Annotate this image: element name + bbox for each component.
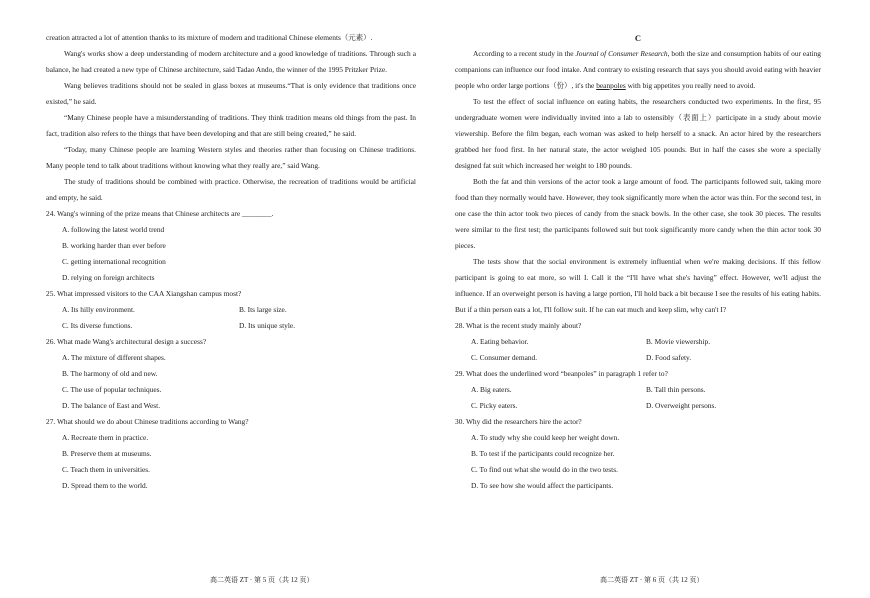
page-footer-right: 高二英语 ZT · 第 6 页（共 12 页） — [600, 576, 704, 584]
passage-c-text — [455, 94, 821, 318]
answer-option: C. To find out what she would do in the two tests. — [471, 465, 618, 474]
answer-option: A. Eating behavior. — [471, 337, 529, 346]
passage-b-text — [46, 30, 416, 206]
question-stem: 27. What should we do about Chinese traditions according to Wang? — [46, 417, 249, 426]
question-stem: 26. What made Wang's architectural design a success? — [46, 337, 207, 346]
option-row — [62, 302, 416, 318]
answer-option: C. Its diverse functions. — [62, 321, 133, 330]
answer-option: C. Picky eaters. — [471, 401, 518, 410]
answer-option: B. Tall thin persons. — [646, 385, 706, 394]
answer-option: B. working harder than ever before — [62, 241, 166, 250]
left-questions — [46, 206, 416, 494]
answer-option: A. Its hilly environment. — [62, 305, 135, 314]
answer-option: D. Its unique style. — [239, 321, 296, 330]
answer-option: A. Big eaters. — [471, 385, 512, 394]
option-row — [471, 350, 821, 366]
text-span: According to a recent study in the — [473, 49, 576, 58]
answer-option: D. Spread them to the world. — [62, 481, 148, 490]
paragraph: The study of traditions should be combined with practice. Otherwise, the recreation of traditions would be artificial and empty, he said. — [46, 177, 416, 202]
right-questions — [455, 318, 821, 494]
answer-option: B. Movie viewership. — [646, 337, 711, 346]
option-row — [471, 382, 821, 398]
question-stem: 25. What impressed visitors to the CAA Xiangshan campus most? — [46, 289, 242, 298]
option-row — [471, 334, 821, 350]
question-stem: 24. Wang's winning of the prize means that Chinese architects are ________. — [46, 209, 274, 218]
answer-option: A. The mixture of different shapes. — [62, 353, 166, 362]
answer-option: C. The use of popular techniques. — [62, 385, 162, 394]
page-footer-left: 高二英语 ZT · 第 5 页（共 12 页） — [210, 576, 314, 584]
answer-option: B. Preserve them at museums. — [62, 449, 152, 458]
question-stem: 28. What is the recent study mainly about? — [455, 321, 582, 330]
answer-option: B. To test if the participants could recognize her. — [471, 449, 615, 458]
answer-option: D. To see how she would affect the participants. — [471, 481, 614, 490]
paragraph: Both the fat and thin versions of the actor took a large amount of food. The participants followed suit, taking more food than they normally would have. However, they took significantly more when the actor was thin. For the second test, in one case the thin actor took two pieces of candy from the snack bowls. In the other case, she took 30 pieces. The results were similar to the first test; the participants followed suit but took significantly more candy when the thin actor took 30 pieces. — [455, 177, 821, 250]
answer-option: A. Recreate them in practice. — [62, 433, 149, 442]
answer-option: D. The balance of East and West. — [62, 401, 161, 410]
option-row — [62, 318, 416, 334]
option-row — [471, 398, 821, 414]
question-stem: 30. Why did the researchers hire the actor? — [455, 417, 582, 426]
text-span: with big appetites you really need to avoid. — [625, 81, 756, 90]
answer-option: B. The harmony of old and new. — [62, 369, 158, 378]
question-stem: 29. What does the underlined word “beanpoles” in paragraph 1 refer to? — [455, 369, 668, 378]
left-column — [46, 30, 416, 494]
answer-option: A. To study why she could keep her weight down. — [471, 433, 620, 442]
answer-option: B. Its large size. — [239, 305, 287, 314]
paragraph: Wang believes traditions should not be sealed in glass boxes at museums.“That is only evidence that traditions once existed,” he said. — [46, 81, 416, 106]
paragraph: To test the effect of social influence on eating habits, the researchers conducted two experiments. In the first, 95 undergraduate women were individually invited into a lab to ostensibly（表面上）participate in a study about movie viewership. Before the film began, each woman was asked to help herself to a snack. An actor hired by the researchers grabbed her food first. In her natural state, the actor weighed 105 pounds. But in half the cases she wore a specially designed fat suit which increased her weight to 180 pounds. — [455, 97, 821, 170]
answer-option: C. Teach them in universities. — [62, 465, 151, 474]
answer-option: D. Overweight persons. — [646, 401, 717, 410]
answer-option: C. Consumer demand. — [471, 353, 538, 362]
section-title: C — [634, 33, 642, 43]
passage-c-paragraph — [455, 46, 821, 94]
answer-option: C. getting international recognition — [62, 257, 166, 266]
paragraph: “Many Chinese people have a misunderstanding of traditions. They think tradition means old things from the past. In fact, tradition also refers to the things that have been developing and that are still being created,” he said. — [46, 113, 416, 138]
underlined-word: beanpoles — [596, 81, 626, 90]
right-column — [455, 30, 821, 494]
answer-option: A. following the latest world trend — [62, 225, 165, 234]
paragraph: “Today, many Chinese people are learning Western styles and theories rather than focusing on Chinese traditions. Many people tend to talk about traditions without knowing what they really are,” said Wang. — [46, 145, 416, 170]
answer-option: D. Food safety. — [646, 353, 692, 362]
text-span: , both the size and consumption habits of our eating companions can influence our food intake. And contrary to existing research that says you should avoid eating with heavier people who order large portions（份）, it's the — [455, 49, 821, 90]
paragraph: The tests show that the social environment is extremely influential when we're making decisions. If this fellow participant is going to eat more, so will I. Call it the “I'll have what she's having” effect. However, we'll adjust the influence. If an overweight person is having a large portion, I'll hold back a bit because I see the results of his eating habits. But if a thin person eats a lot, I'll follow suit. If he can eat much and keep slim, why can't I? — [455, 257, 821, 314]
journal-name: Journal of Consumer Research — [575, 49, 668, 58]
paragraph: Wang's works show a deep understanding of modern architecture and a good knowledge of traditions. Through such a balance, he had created a new type of Chinese architecture, said Tadao Ando, the winner of the 1995 Pritzker Prize. — [46, 49, 416, 74]
paragraph: creation attracted a lot of attention thanks to its mixture of modern and traditional Chinese elements（元素）. — [46, 33, 373, 42]
answer-option: D. relying on foreign architects — [62, 273, 155, 282]
